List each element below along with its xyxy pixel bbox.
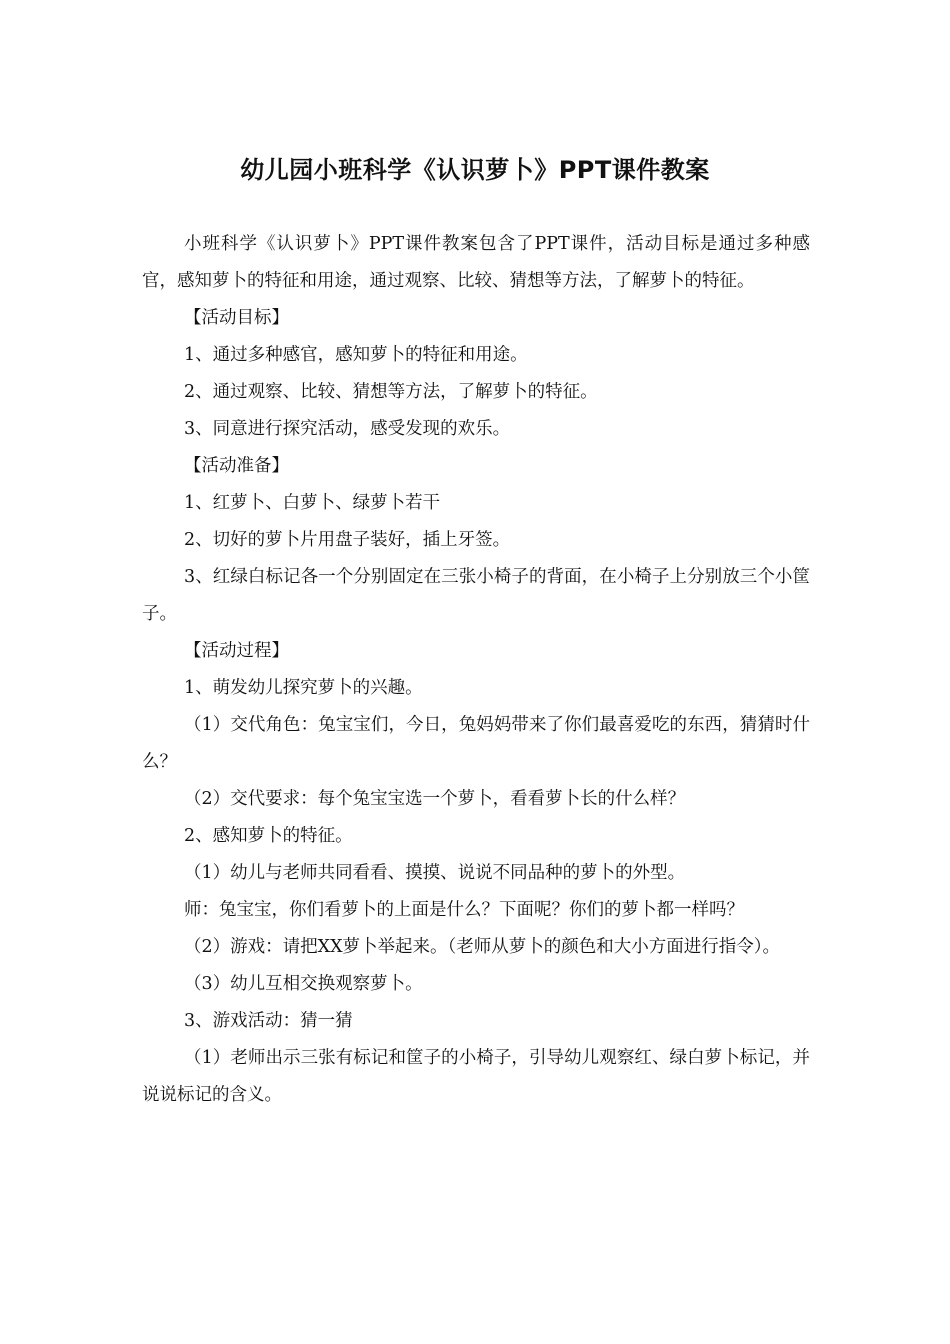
- process-step-1-sub-2: （2）交代要求：每个兔宝宝选一个萝卜，看看萝卜长的什么样？: [184, 789, 686, 809]
- process-step-2-sub-3: （3）幼儿互相交换观察萝卜。: [184, 974, 423, 994]
- process-step-3: 3、游戏活动：猜一猜: [184, 1011, 353, 1031]
- preparation-item-3: 3、红绿白标记各一个分别固定在三张小椅子的背面，在小椅子上分别放三个小筐子。: [142, 567, 810, 624]
- process-step-1-sub-1: （1）交代角色：兔宝宝们，今日，兔妈妈带来了你们最喜爱吃的东西，猜猜时什么？: [142, 715, 810, 772]
- process-step-2-sub-1: （1）幼儿与老师共同看看、摸摸、说说不同品种的萝卜的外型。: [184, 863, 686, 883]
- goal-item-1: 1、通过多种感官，感知萝卜的特征和用途。: [184, 345, 528, 365]
- goal-item-3: 3、同意进行探究活动，感受发现的欢乐。: [184, 419, 511, 439]
- preparation-item-1: 1、红萝卜、白萝卜、绿萝卜若干: [184, 493, 441, 513]
- document-title: 幼儿园小班科学《认识萝卜》PPT课件教案: [240, 156, 710, 184]
- process-step-2-sub-2: （2）游戏：请把XX萝卜举起来。（老师从萝卜的颜色和大小方面进行指令）。: [184, 937, 781, 957]
- process-step-2: 2、感知萝卜的特征。: [184, 826, 353, 846]
- section-heading-preparation: 【活动准备】: [184, 456, 289, 476]
- section-heading-process: 【活动过程】: [184, 641, 289, 661]
- preparation-item-2: 2、切好的萝卜片用盘子装好，插上牙签。: [184, 530, 511, 550]
- goal-item-2: 2、通过观察、比较、猜想等方法，了解萝卜的特征。: [184, 382, 598, 402]
- document-body: [142, 226, 810, 1114]
- teacher-dialogue: 师：兔宝宝，你们看萝卜的上面是什么？下面呢？你们的萝卜都一样吗？: [184, 900, 744, 920]
- process-step-3-sub-1: （1）老师出示三张有标记和筐子的小椅子，引导幼儿观察红、绿白萝卜标记，并说说标记的含义。: [142, 1048, 810, 1105]
- intro-paragraph: 小班科学《认识萝卜》PPT课件教案包含了PPT课件，活动目标是通过多种感官，感知萝卜的特征和用途，通过观察、比较、猜想等方法，了解萝卜的特征。: [142, 234, 810, 291]
- process-step-1: 1、萌发幼儿探究萝卜的兴趣。: [184, 678, 423, 698]
- section-heading-goals: 【活动目标】: [184, 308, 289, 328]
